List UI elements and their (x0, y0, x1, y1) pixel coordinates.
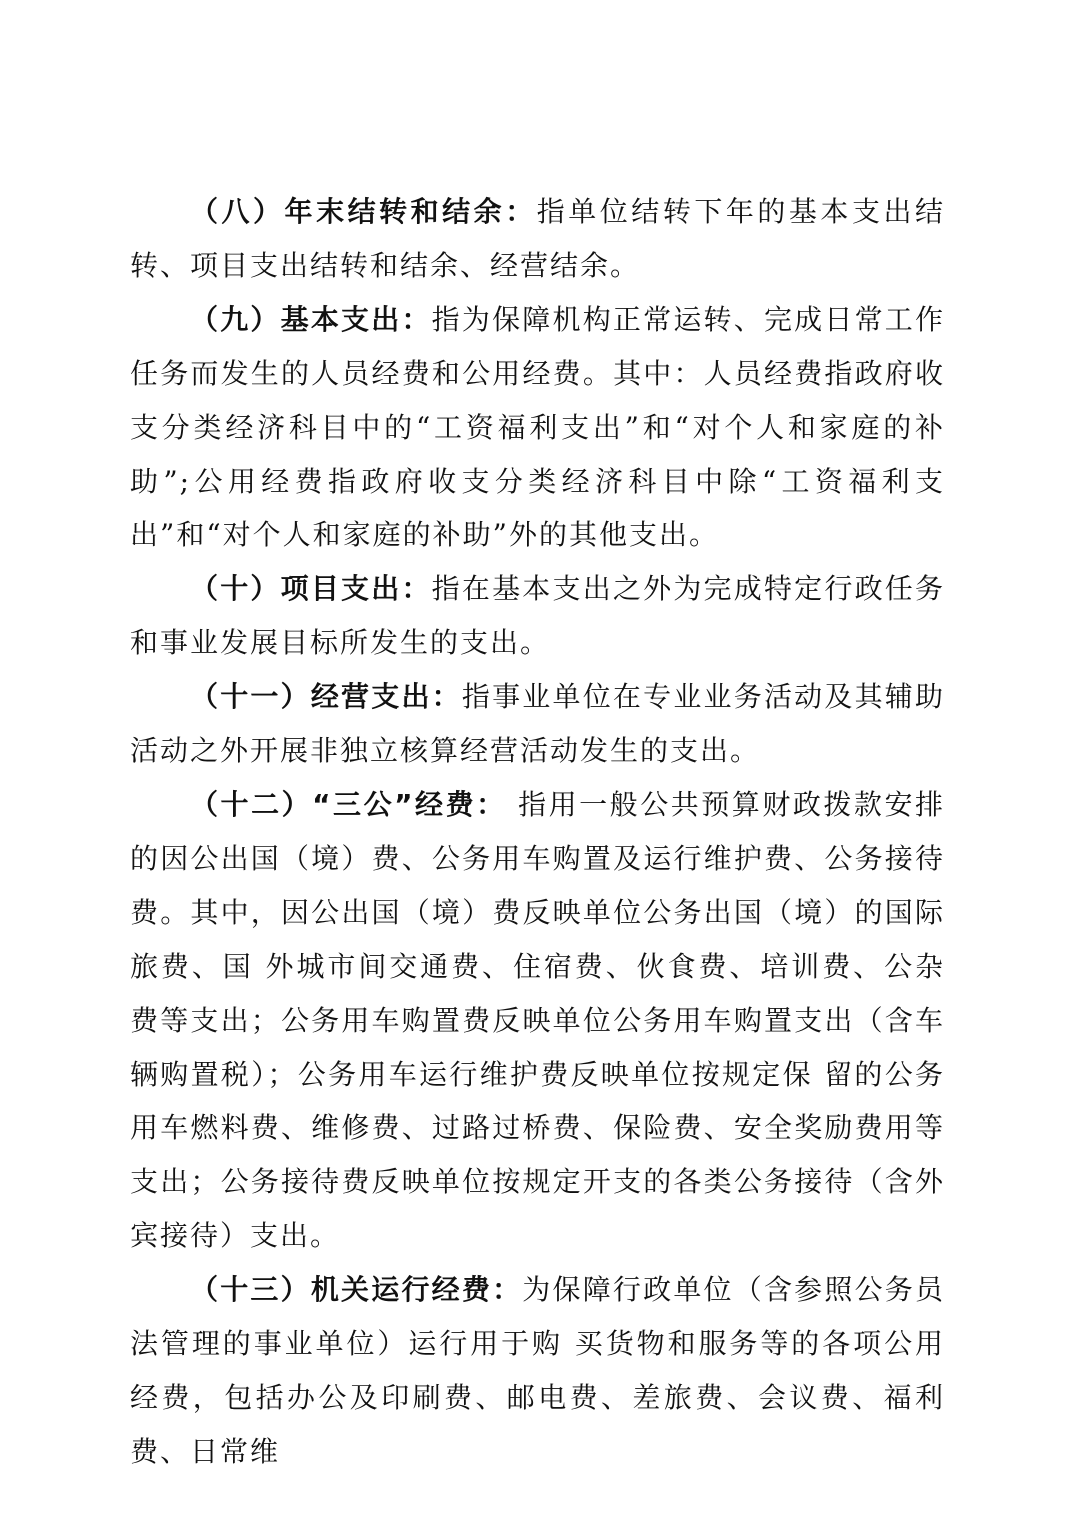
paragraph-heading: （十二）“三公”经费： (190, 787, 507, 821)
paragraph-text: 指事业单位在专业业务活动及其辅助活动之外开展非独立核算经营活动发生的支出。 (130, 680, 945, 768)
paragraph-text: 指为保障机构正常运转、完成日常工作任务而发生的人员经费和公用经费。其中：人员经费指政府收支分类经济科目中的“工资福利支出”和“对个人和家庭的补助”;公用经费指政府收支分类经济科目中除“工资福利支出”和“对个人和家庭的补助”外的其他支出。 (130, 302, 945, 552)
document-body (130, 185, 945, 1479)
paragraph-operating-expenditure (130, 670, 945, 778)
paragraph-three-public-expenses (130, 778, 945, 1263)
paragraph-heading: （十三）机关运行经费： (190, 1273, 523, 1307)
paragraph-basic-expenditure (130, 293, 945, 563)
paragraph-heading: （十一）经营支出： (190, 680, 462, 714)
paragraph-project-expenditure (130, 562, 945, 670)
paragraph-heading: （八）年末结转和结余： (190, 195, 537, 228)
paragraph-heading: （十）项目支出： (190, 572, 432, 606)
paragraph-text: 为保障行政单位（含参照公务员法管理的事业单位）运行用于购 买货物和服务等的各项公用经费，包括办公及印刷费、邮电费、差旅费、会议费、福利费、日常维 (130, 1273, 945, 1468)
paragraph-text: 指用一般公共预算财政拨款安排的因公出国（境）费、公务用车购置及运行维护费、公务接待费。其中，因公出国（境）费反映单位公务出国（境）的国际旅费、国 外城市间交通费、住宿费、伙食费、培训费、公杂费等支出；公务用车购置费反映单位公务用车购置支出（含车辆购置税）；公务用车运行维护费反映单位按规定保 留的公务用车燃料费、维修费、过路过桥费、保险费、安全奖励费用等支出；公务接待费反映单位按规定开支的各类公务接待（含外宾接待）支出。 (130, 787, 945, 1253)
paragraph-agency-operating-funds (130, 1263, 945, 1479)
paragraph-heading: （九）基本支出： (190, 302, 432, 336)
paragraph-text: 指在基本支出之外为完成特定行政任务和事业发展目标所发生的支出。 (130, 572, 945, 660)
paragraph-text: 指单位结转下年的基本支出结转、项目支出结转和结余、经营结余。 (130, 195, 945, 282)
paragraph-year-end-carryover (130, 185, 945, 293)
